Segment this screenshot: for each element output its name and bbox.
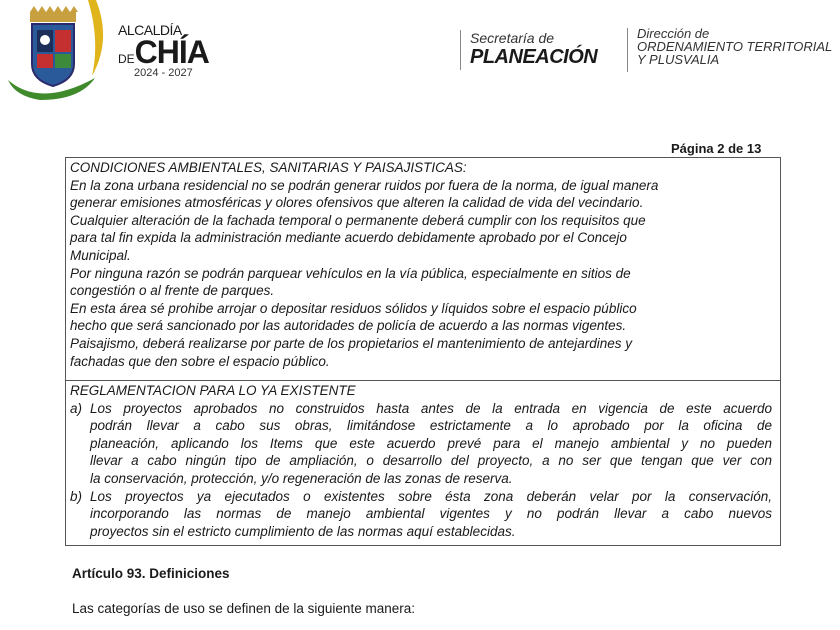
- text-line: Por ninguna razón se podrán parquear vehículos en la vía pública, especialmente en sitios de: [70, 265, 631, 281]
- text-line: Cualquier alteración de la fachada temporal o permanente deberá cumplir con los requisitos que: [70, 212, 646, 228]
- text-line: Los proyectos aprobados no construidos hasta antes de la entrada en vigencia de este acuerdo: [90, 400, 772, 416]
- table-divider: [66, 380, 780, 381]
- document-header: [0, 0, 840, 105]
- text-line: En esta área sé prohibe arrojar o depositar residuos sólidos y líquidos sobre el espacio público: [70, 300, 637, 316]
- text-line: Paisajismo, deberá realizarse por parte de los propietarios el mantenimiento de antejardines y: [70, 335, 633, 351]
- secretaria-line1: Secretaría de: [470, 30, 555, 46]
- logo-de: DE: [118, 52, 135, 66]
- section-environmental: [66, 159, 780, 370]
- text-line: proyectos sin el estricto cumplimiento de las normas aquí establecidas.: [90, 523, 516, 539]
- logo-line1: ALCALDÍA: [118, 22, 182, 38]
- text-line: la conservación, protección, y/o regeneración de las zonas de reserva.: [90, 470, 513, 486]
- text-line: En la zona urbana residencial no se podrán generar ruidos por fuera de la norma, de igual manera: [70, 177, 659, 193]
- alcaldia-chia-logo: [118, 22, 209, 79]
- text-line: hecho que será sancionado por las autoridades de policía de acuerdo a las normas vigentes.: [70, 318, 627, 334]
- text-line: llevar a cabo ningún tipo de ampliación, o desarrollo del proyecto, a no ser que tengan que ver con: [90, 453, 772, 469]
- header-divider: [627, 28, 628, 72]
- logo-years: 2024 - 2027: [134, 67, 193, 79]
- secretaria-line2: PLANEACIÓN: [470, 46, 598, 68]
- text-line: incorporando las normas de manejo ambiental vigentes y no podrán llevar a cabo nuevos: [90, 506, 772, 522]
- text-line: planeación, aplicando los Items que este acuerdo prevé para el manejo ambiental y no pueden: [90, 435, 772, 451]
- list-item: [66, 400, 780, 488]
- text-line: para tal fin expida la administración mediante acuerdo debidamente aprobado por el Concejo: [70, 230, 627, 246]
- logo-chia: CHÍA: [134, 34, 209, 70]
- direccion-line: Y PLUSVALIA: [637, 52, 720, 67]
- text-line: Municipal.: [70, 247, 131, 263]
- list-marker: b): [70, 488, 83, 504]
- text-line: Los proyectos ya ejecutados o existentes sobre ésta zona deberán velar por la conservación,: [90, 488, 772, 504]
- text-line: podrán llevar a cabo sus obras, limitándose estrictamente a lo aprobado por la oficina de: [90, 418, 772, 434]
- direccion-line: ORDENAMIENTO TERRITORIAL: [637, 39, 833, 54]
- list-item: [66, 488, 780, 541]
- secretaria-planeacion-logo: [470, 30, 597, 68]
- header-divider: [460, 30, 461, 70]
- text-line: congestión o al frente de parques.: [70, 283, 275, 299]
- article-title: Artículo 93. Definiciones: [72, 566, 230, 581]
- article-paragraph: Las categorías de uso se definen de la siguiente manera:: [72, 601, 415, 616]
- section-title: CONDICIONES AMBIENTALES, SANITARIAS Y PAISAJISTICAS:: [70, 160, 467, 175]
- regulations-table: [65, 157, 781, 546]
- direccion-ordenamiento: [637, 27, 832, 66]
- page-number: Página 2 de 13: [671, 141, 762, 156]
- list-marker: a): [70, 400, 83, 416]
- section-existing: [66, 382, 780, 540]
- text-line: fachadas que den sobre el espacio público.: [70, 353, 330, 369]
- text-line: generar emisiones atmosféricas y olores ofensivos que alteren la calidad de vida del vecindario.: [70, 195, 644, 211]
- direccion-line: Dirección de: [637, 26, 710, 41]
- chia-crest-logo-icon: [0, 0, 110, 100]
- section-title: REGLAMENTACION PARA LO YA EXISTENTE: [70, 383, 356, 398]
